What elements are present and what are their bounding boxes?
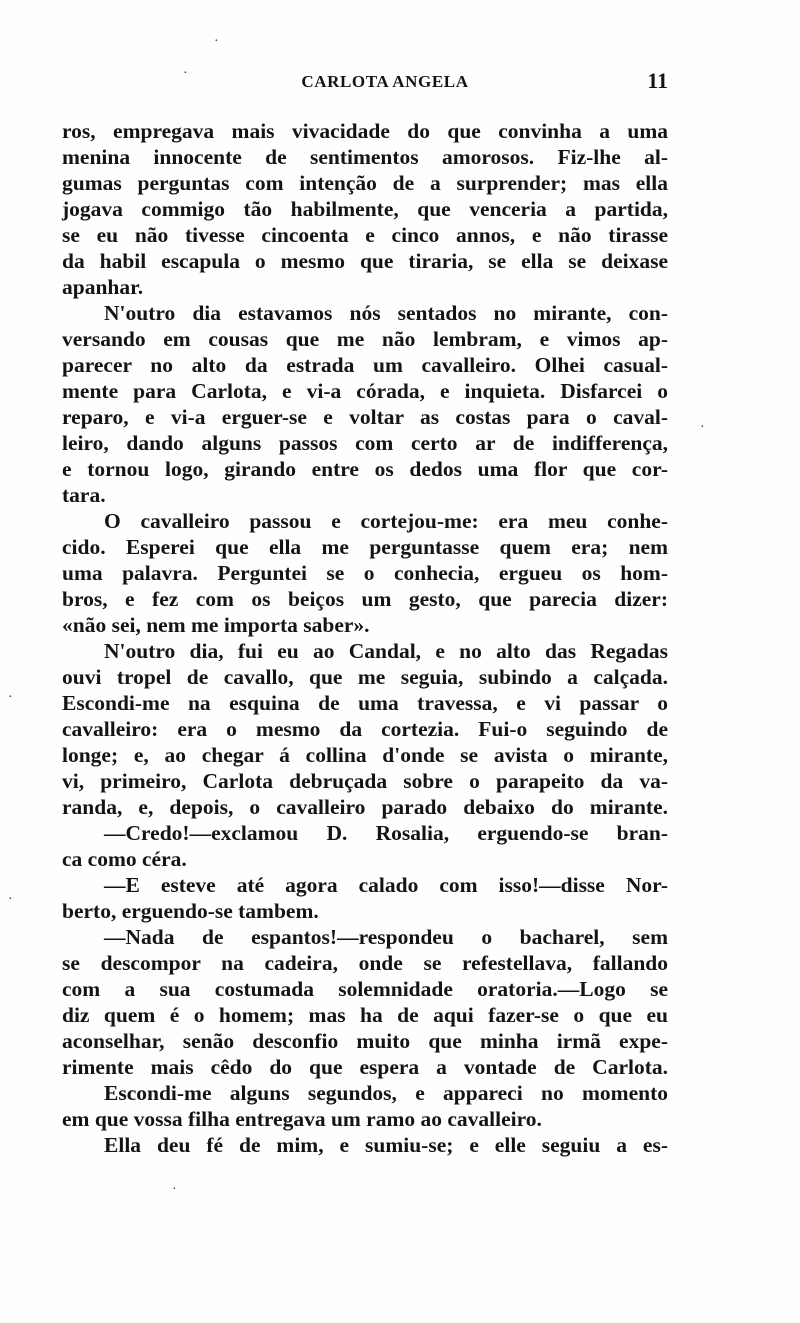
text-line: «não sei, nem me importa saber». — [62, 613, 370, 637]
text-line: berto, erguendo-se tambem. — [62, 899, 319, 923]
text-line: —Nada de espantos!—respondeu o bacharel, sem — [104, 925, 668, 949]
text-line: versando em cousas que me não lembram, e vimos ap- — [62, 327, 668, 351]
text-line: N'outro dia, fui eu ao Candal, e no alto das Regadas — [104, 639, 668, 663]
text-line: randa, e, depois, o cavalleiro parado debaixo do mirante. — [62, 795, 668, 819]
text-line: se eu não tivesse cincoenta e cinco annos, e não tirasse — [62, 223, 668, 247]
running-title: CARLOTA ANGELA — [301, 72, 469, 91]
text-line: —Credo!—exclamou D. Rosalia, erguendo-se bran- — [104, 821, 668, 845]
text-line: apanhar. — [62, 275, 144, 299]
text-line: ouvi tropel de cavallo, que me seguia, subindo a calçada. — [62, 665, 668, 689]
print-speck: · — [8, 892, 13, 907]
text-line: rimente mais cêdo do que espera a vontade de Carlota. — [62, 1055, 668, 1079]
text-line: parecer no alto da estrada um cavalleiro. Olhei casual- — [62, 353, 668, 377]
print-speck: · — [700, 420, 705, 435]
text-line: aconselhar, senão desconfio muito que minha irmã expe- — [62, 1029, 668, 1053]
text-line: da habil escapula o mesmo que tiraria, se ella se deixase — [62, 249, 668, 273]
text-line: tara. — [62, 483, 106, 507]
text-line: com a sua costumada solemnidade oratoria.—Logo se — [62, 977, 668, 1001]
text-line: em que vossa filha entregava um ramo ao cavalleiro. — [62, 1107, 542, 1131]
text-line: bros, e fez com os beiços um gesto, que parecia dizer: — [62, 587, 668, 611]
text-line: Ella deu fé de mim, e sumiu-se; e elle seguiu a es- — [104, 1133, 668, 1157]
text-line: ca como céra. — [62, 847, 187, 871]
text-line: ros, empregava mais vivacidade do que convinha a uma — [62, 119, 668, 143]
text-line: cido. Esperei que ella me perguntasse quem era; nem — [62, 535, 668, 559]
text-line: Escondi-me na esquina de uma travessa, e vi passar o — [62, 691, 668, 715]
text-line: se descompor na cadeira, onde se refestellava, fallando — [62, 951, 668, 975]
print-speck: · — [8, 690, 13, 705]
text-line: Escondi-me alguns segundos, e appareci no momento — [104, 1081, 668, 1105]
page-number: 11 — [647, 68, 668, 93]
print-speck: · — [172, 1182, 177, 1197]
text-line: uma palavra. Perguntei se o conhecia, ergueu os hom- — [62, 561, 668, 585]
text-line: cavalleiro: era o mesmo da cortezia. Fui-o seguindo de — [62, 717, 668, 741]
text-line: —E esteve até agora calado com isso!—disse Nor- — [104, 873, 668, 897]
text-line: vi, primeiro, Carlota debruçada sobre o parapeito da va- — [62, 769, 668, 793]
text-line: diz quem é o homem; mas ha de aqui fazer-se o que eu — [62, 1003, 668, 1027]
text-line: mente para Carlota, e vi-a córada, e inquieta. Disfarcei o — [62, 379, 668, 403]
text-line: O cavalleiro passou e cortejou-me: era meu conhe- — [104, 509, 668, 533]
text-line: leiro, dando alguns passos com certo ar de indifferença, — [62, 431, 668, 455]
body-text — [62, 118, 668, 1158]
text-line: menina innocente de sentimentos amorosos. Fiz-lhe al- — [62, 145, 668, 169]
text-line: reparo, e vi-a erguer-se e voltar as costas para o caval- — [62, 405, 668, 429]
print-speck: · — [214, 34, 219, 49]
text-line: e tornou logo, girando entre os dedos uma flor que cor- — [62, 457, 668, 481]
text-line: jogava commigo tão habilmente, que venceria a partida, — [62, 197, 668, 221]
page-header — [62, 68, 668, 98]
text-line: N'outro dia estavamos nós sentados no mirante, con- — [104, 301, 668, 325]
print-speck: · — [183, 66, 188, 81]
text-line: longe; e, ao chegar á collina d'onde se avista o mirante, — [62, 743, 668, 767]
text-line: gumas perguntas com intenção de a surprender; mas ella — [62, 171, 668, 195]
